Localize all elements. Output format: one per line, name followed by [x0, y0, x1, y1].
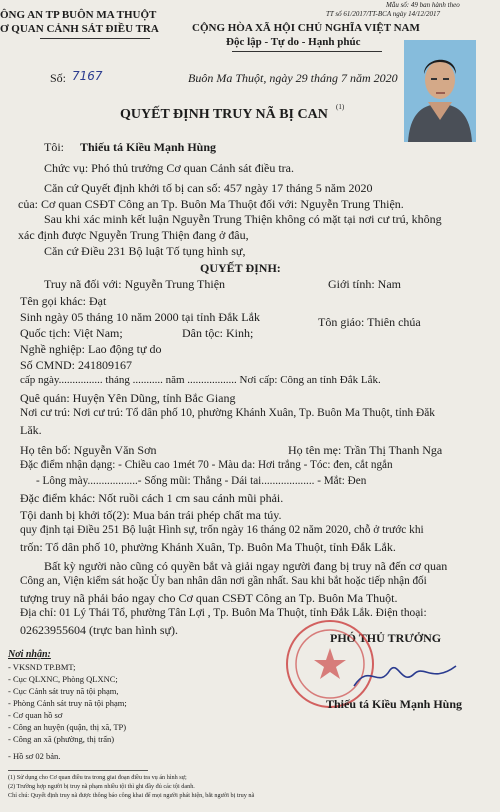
footnote-1: (1) Sử dụng cho Cơ quan điều tra trong giai đoạn điều tra vụ án hình sự; — [8, 774, 187, 781]
header-rule-left — [40, 38, 150, 39]
public-notice-3: tượng truy nã phải báo ngay cho Cơ quan CSĐT Công an Tp. Buôn Ma Thuột. — [20, 591, 398, 605]
id-issue-info: cấp ngày................ tháng ........... năm .................. Nơi cấp: Công an tỉnh Đắk Lắk. — [20, 374, 381, 386]
contact-phone: 02623955604 (trực ban hình sự). — [20, 623, 178, 637]
ethnicity: Dân tộc: Kinh; — [182, 326, 254, 340]
footnote-rule — [8, 770, 148, 771]
form-code-2: TT số 61/2017/TT-BCA ngày 14/12/2017 — [326, 10, 440, 18]
basis-line-5: Căn cứ Điều 231 Bộ luật Tố tụng hình sự, — [44, 244, 246, 258]
recipient-item: - Hồ sơ 02 bản. — [8, 751, 61, 761]
charge: Tội danh bị khởi tố(2): Mua bán trái phép chất ma túy. — [20, 508, 282, 522]
alias: Tên gọi khác: Đạt — [20, 294, 107, 308]
id-number: Số CMND: 241809167 — [20, 358, 133, 372]
decision-number-value: 7167 — [72, 69, 103, 83]
issue-date-place: Buôn Ma Thuột, ngày 29 tháng 7 năm 2020 — [188, 71, 398, 85]
residence-line-1: Nơi cư trú: Nơi cư trú: Tổ dân phố 10, phường Khánh Xuân, Tp. Buôn Ma Thuột, tỉnh Đăk — [20, 407, 435, 419]
agency-line-2: Ơ QUAN CẢNH SÁT ĐIỀU TRA — [0, 23, 159, 35]
footnote-2: (2) Trường hợp người bị truy nã phạm nhiều tội thì ghi đầy đủ các tội danh. — [8, 783, 195, 790]
republic-motto: Độc lập - Tự do - Hạnh phúc — [226, 36, 361, 48]
basis-line-2: của: Cơ quan CSĐT Công an Tp. Buôn Ma Thuột đối với: Nguyễn Trung Thiện. — [18, 197, 404, 211]
issuer-name: Thiếu tá Kiều Mạnh Hùng — [80, 140, 217, 154]
residence-line-2: Lăk. — [20, 423, 42, 437]
public-notice-2: Công an, Viện kiểm sát hoặc Ủy ban nhân dân nơi gần nhất. Sau khi bắt hoặc tiếp nhận đối — [20, 575, 427, 587]
mother-name: Họ tên mẹ: Trần Thị Thanh Nga — [288, 443, 443, 457]
public-notice-1: Bất kỳ người nào cũng có quyền bắt và giải ngay người đang bị truy nã đến cơ quan — [44, 559, 448, 573]
recipient-item: - Công an xã (phường, thị trấn) — [8, 734, 115, 744]
recipient-item: - Cục Cảnh sát truy nã tội phạm, — [8, 686, 119, 696]
agency-line-1: ÔNG AN TP BUÔN MA THUỘT — [0, 9, 157, 21]
other-features: Đặc điểm khác: Nốt ruồi cách 1 cm sau cánh mũi phải. — [20, 491, 284, 505]
recipient-item: - Cơ quan hồ sơ — [8, 710, 63, 720]
title-footnote-mark: (1) — [336, 103, 345, 111]
signature-role: PHÓ THỦ TRƯỞNG — [330, 631, 442, 645]
identifying-features-2: - Lông mày..................- Sống mũi: Thẳng - Dái tai................... - Mắt: Đen — [36, 475, 367, 487]
header-rule-right — [232, 51, 382, 52]
form-code-1: Mẫu số: 49 ban hành theo — [386, 1, 460, 9]
recipients-label: Nơi nhận: — [8, 649, 51, 660]
recipient-item: - Công an huyện (quận, thị xã, TP) — [8, 722, 127, 732]
basis-line-3: Sau khi xác minh kết luận Nguyễn Trung Thiện không có mặt tại nơi cư trú, không — [44, 212, 442, 226]
basis-line-4: xác định được Nguyễn Trung Thiện đang ở đâu, — [18, 228, 249, 242]
wanted-person: Truy nã đối với: Nguyễn Trung Thiện — [44, 277, 226, 291]
basis-line-1: Căn cứ Quyết định khởi tố bị can số: 457 ngày 17 tháng 5 năm 2020 — [44, 181, 373, 195]
document-title: QUYẾT ĐỊNH TRUY NÃ BỊ CAN — [120, 107, 328, 122]
legal-basis-2: trốn: Tổ dân phố 10, phường Khánh Xuân, Tp. Buôn Ma Thuột, tỉnh Đắk Lắk. — [20, 540, 396, 554]
nationality: Quốc tịch: Việt Nam; — [20, 326, 123, 340]
handwritten-signature — [350, 656, 460, 696]
issuer-label: Tôi: — [44, 140, 64, 154]
republic-name: CỘNG HÒA XÃ HỘI CHỦ NGHĨA VIỆT NAM — [192, 22, 420, 34]
contact-address: Địa chỉ: 01 Lý Thái Tổ, phường Tân Lợi , Tp. Buôn Ma Thuột, tỉnh Đắk Lắk. Điện thoại: — [20, 607, 427, 619]
decision-number-label: Số: — [50, 71, 67, 85]
recipient-item: - Phòng Cảnh sát truy nã tội phạm; — [8, 698, 127, 708]
recipient-item: - VKSND TP.BMT; — [8, 662, 76, 672]
suspect-photo — [404, 40, 476, 142]
decision-heading: QUYẾT ĐỊNH: — [200, 261, 281, 275]
hometown: Quê quán: Huyện Yên Dũng, tỉnh Bắc Giang — [20, 391, 236, 405]
footnote-3: Chỉ chú: Quyết định truy nã được thông báo công khai để mọi người phát hiện, bắt người bị truy nã — [8, 792, 255, 799]
issuer-position: Chức vụ: Phó thủ trưởng Cơ quan Cảnh sát điều tra. — [44, 161, 295, 175]
recipient-item: - Cục QLXNC, Phòng QLXNC; — [8, 674, 118, 684]
religion: Tôn giáo: Thiên chúa — [318, 315, 421, 329]
date-of-birth: Sinh ngày 05 tháng 10 năm 2000 tại tỉnh Đắk Lắk — [20, 310, 260, 324]
father-name: Họ tên bố: Nguyễn Văn Sơn — [20, 443, 157, 457]
occupation: Nghề nghiệp: Lao động tự do — [20, 342, 162, 356]
identifying-features-1: Đặc điểm nhận dạng: - Chiều cao 1mét 70 - Màu da: Hơi trắng - Tóc: đen, cắt ngắn — [20, 459, 393, 471]
signer-name: Thiếu tá Kiều Mạnh Hùng — [326, 697, 463, 711]
legal-basis-1: quy định tại Điều 251 Bộ luật Hình sự, trốn ngày 16 tháng 02 năm 2020, chỗ ở trước khi — [20, 524, 424, 536]
gender: Giới tính: Nam — [328, 277, 402, 291]
